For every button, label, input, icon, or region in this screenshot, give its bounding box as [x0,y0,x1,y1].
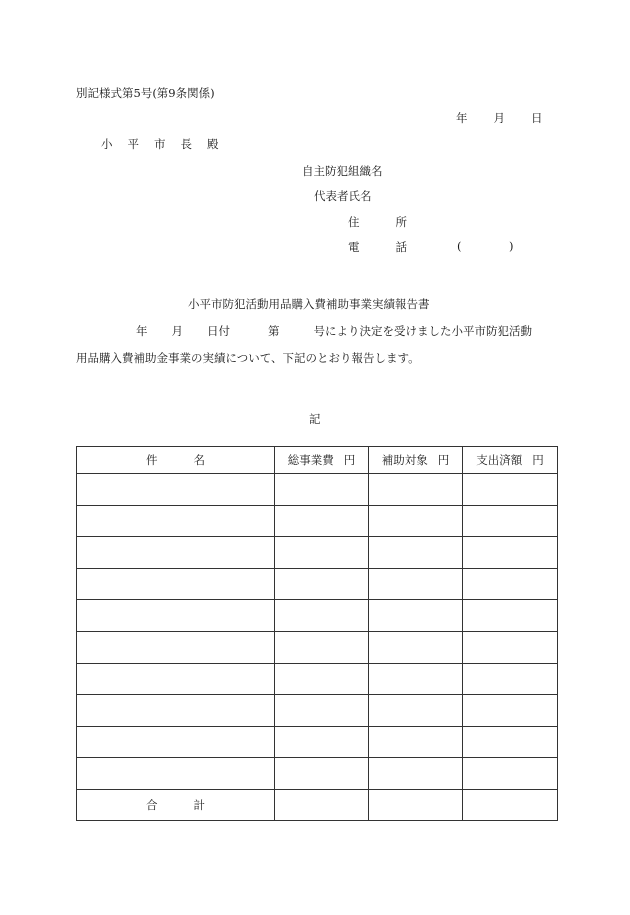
table-cell[interactable] [275,726,369,758]
table-cell[interactable] [463,505,558,537]
table-cell[interactable] [369,663,463,695]
total-text: 合 [146,797,158,812]
table-cell[interactable] [275,663,369,695]
table-cell[interactable] [77,726,275,758]
table-cell[interactable] [275,600,369,632]
table-cell[interactable] [275,695,369,727]
report-body-line2: 用品購入費補助金事業の実績について、下記のとおり報告します。 [76,351,420,365]
phone-paren-close: ) [509,239,514,253]
table-cell[interactable] [77,631,275,663]
address-char: 所 [395,215,407,229]
table-cell[interactable] [369,537,463,569]
table-cell[interactable] [463,695,558,727]
body-date-suffix: 日付 [207,324,230,338]
table-cell[interactable] [369,695,463,727]
table-cell[interactable] [77,663,275,695]
table-cell[interactable] [369,600,463,632]
header-item-name [77,447,275,474]
date-month: 月 [493,111,505,125]
body-year: 年 [136,324,148,338]
table-header-row [77,447,558,474]
form-style-label: 別記様式第5号(第9条関係) [76,86,215,100]
header-text: 円 [343,453,356,467]
total-label [77,789,275,820]
table-row [77,726,558,758]
address-char: 住 [348,215,360,229]
header-subsidy-target [369,447,463,474]
table-row [77,600,558,632]
header-text: 件 [146,453,158,467]
table-row [77,505,558,537]
total-cell[interactable] [463,789,558,820]
addressee-char: 平 [127,137,139,151]
header-text: 補助対象 [381,453,428,467]
phone-paren-open: ( [457,239,462,253]
header-text: 名 [193,453,205,467]
addressee-char: 市 [154,137,166,151]
date-year: 年 [456,111,468,125]
table-cell[interactable] [369,631,463,663]
table-row [77,568,558,600]
body-line1-rest: 号により決定を受けました小平市防犯活動 [313,324,532,338]
table-cell[interactable] [77,568,275,600]
table-cell[interactable] [77,695,275,727]
table-cell[interactable] [275,474,369,506]
table-row [77,695,558,727]
addressee-char: 小 [101,137,113,151]
table-cell[interactable] [77,537,275,569]
ki-label: 記 [309,412,321,426]
table-cell[interactable] [77,758,275,790]
table-row [77,631,558,663]
rep-name-label: 代表者氏名 [314,189,372,203]
phone-char: 話 [395,240,407,254]
table-cell[interactable] [369,758,463,790]
header-total-cost [275,447,369,474]
table-cell[interactable] [463,758,558,790]
addressee [101,136,219,152]
table-cell[interactable] [369,474,463,506]
body-month: 月 [171,324,183,338]
table-row [77,758,558,790]
table-cell[interactable] [463,537,558,569]
table-cell[interactable] [463,663,558,695]
table-cell[interactable] [369,505,463,537]
table-cell[interactable] [275,758,369,790]
date-day: 日 [531,111,543,125]
header-text: 支出済額 [476,453,523,467]
table-cell[interactable] [463,568,558,600]
report-title: 小平市防犯活動用品購入費補助事業実績報告書 [188,297,430,311]
total-cell[interactable] [369,789,463,820]
table-row [77,663,558,695]
org-name-label: 自主防犯組織名 [302,164,383,178]
address-label [348,214,407,230]
table-cell[interactable] [275,631,369,663]
addressee-char: 長 [180,137,192,151]
table-total-row [77,789,558,820]
body-number-prefix: 第 [268,324,280,338]
table-cell[interactable] [77,474,275,506]
date-line [456,110,543,126]
table-cell[interactable] [275,568,369,600]
table-cell[interactable] [275,505,369,537]
table-row [77,537,558,569]
table-cell[interactable] [369,568,463,600]
phone-char: 電 [348,240,360,254]
addressee-char: 殿 [207,137,219,151]
header-expended [463,447,558,474]
table-cell[interactable] [463,600,558,632]
phone-label [348,239,407,255]
total-cell[interactable] [275,789,369,820]
table-row [77,474,558,506]
table-cell[interactable] [275,537,369,569]
table-cell[interactable] [77,505,275,537]
table-cell[interactable] [463,474,558,506]
header-text: 円 [437,453,450,467]
table-cell[interactable] [463,631,558,663]
header-text: 円 [532,453,544,467]
report-body-line1 [136,323,532,339]
table-cell[interactable] [77,600,275,632]
header-text: 総事業費 [287,453,334,467]
record-table [76,446,558,821]
table-cell[interactable] [463,726,558,758]
total-text: 計 [193,797,205,812]
table-cell[interactable] [369,726,463,758]
